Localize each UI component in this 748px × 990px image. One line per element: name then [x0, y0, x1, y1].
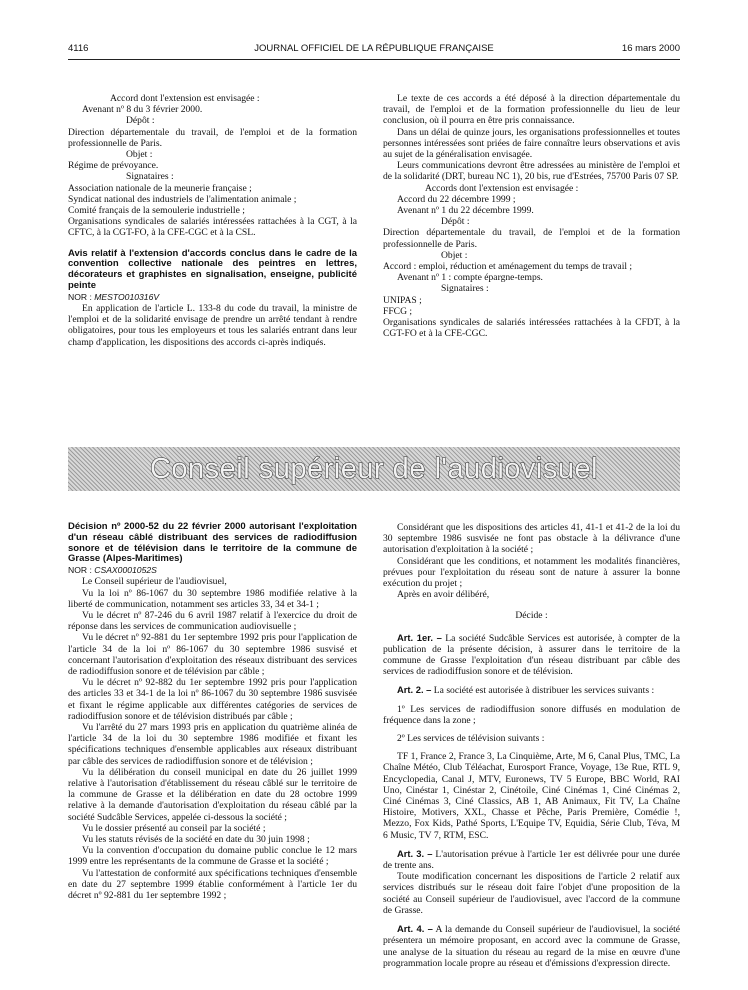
- paragraph: Syndicat national des industriels de l'alimentation animale ;: [68, 193, 297, 205]
- paragraph: Vu la délibération du conseil municipal en date du 26 juillet 1999 relative à l'autorisation d'établissement du réseau câblé sur le territoire de la commune de Grasse et la délibération en date du 28 octobre 1999 relative à la demande d'autorisation d'exploitation du réseau câblé par la société Sudcâble Services, appelée ci-dessous la société ;: [68, 766, 357, 823]
- paragraph: Vu l'arrêté du 27 mars 1993 pris en application du quatrième alinéa de l'article 34 de la loi du 30 septembre 1986 modifiée et fixant les spécifications techniques d'ensemble applicables aux réseaux distribuant par câble des services de radiodiffusion sonore et de télévision ;: [68, 722, 357, 767]
- header-rule: [68, 59, 680, 60]
- paragraph: Vu le décret nº 92-882 du 1er septembre 1992 pris pour l'application des articles 33 et 34-1 de la loi nº 86-1067 du 30 septembre 1986 susvisée et fixant le régime applicable aux différentes catégories de services de radiodiffusion sonore et de télévision distribués par câble ;: [68, 677, 357, 722]
- paragraph: Accord dont l'extension est envisagée :: [110, 93, 260, 104]
- section-title: Conseil supérieur de l'audiovisuel: [149, 452, 599, 485]
- paragraph: Dans un délai de quinze jours, les organisations professionnelles et toutes personnes intéressées sont priées de faire connaître leurs observations et avis au sujet de la généralisation envisagée.: [383, 126, 680, 161]
- paragraph: Vu la convention d'occupation du domaine public conclue le 12 mars 1999 entre les représentants de la commune de Grasse et la société ;: [68, 845, 357, 868]
- paragraph: Organisations syndicales de salariés intéressées rattachées à la CFDT, à la CGT-FO et à la CFE-CGC.: [383, 317, 680, 340]
- paragraph: Signataires :: [126, 171, 174, 183]
- paragraph: Organisations syndicales de salariés intéressées rattachées à la CGT, à la CFTC, à la CGT-FO, à la CFE-CGC et à la CSL.: [68, 216, 357, 239]
- paragraph: Leurs communications devront être adressées au ministère de l'emploi et de la solidarité (DRT, bureau NC 1), 20 bis, rue d'Estrées, 75700 Paris 07 SP.: [383, 160, 680, 183]
- paragraph: Accord : emploi, réduction et aménagement du temps de travail ;: [383, 261, 633, 273]
- journal-title: JOURNAL OFFICIEL DE LA RÉPUBLIQUE FRANÇAISE: [254, 43, 494, 54]
- paragraph: Vu la loi nº 86-1067 du 30 septembre 1986 modifiée relative à la liberté de communication, notamment ses articles 33, 34 et 34-1 ;: [68, 587, 357, 610]
- paragraph: UNIPAS ;: [383, 294, 422, 306]
- paragraph: Après en avoir délibéré,: [397, 589, 490, 601]
- decision-right-column: [383, 522, 680, 969]
- article-1: Art. 1er. – La société Sudcâble Services est autorisée, à compter de la publication de la présente décision, à assurer dans le territoire de la commune de Grasse l'exploitation d'un réseau distribuant par câble des services de radiodiffusion sonore et de télévision.: [383, 631, 680, 678]
- top-right-column: [383, 93, 680, 339]
- paragraph: Avenant nº 1 du 22 décembre 1999.: [397, 205, 534, 217]
- nor-reference: NOR : MESTO010316V: [68, 291, 160, 302]
- paragraph: En application de l'article L. 133-8 du code du travail, la ministre de l'emploi et de la solidarité envisage de prendre un arrêté tendant à rendre obligatoires, pour tous les employeurs et tous les salariés entrant dans leur champ d'application, les dispositions des accords ci-après indiqués.: [68, 303, 357, 348]
- paragraph: Objet :: [126, 149, 153, 161]
- paragraph: Le texte de ces accords a été déposé à la direction départementale du travail, de l'emploi et de la formation professionnelle du lieu de leur conclusion, où il pourra en être pris connaissance.: [383, 93, 680, 127]
- paragraph: Vu le décret nº 92-881 du 1er septembre 1992 pris pour l'application de l'article 34 de la loi nº 86-1067 du 30 septembre 1986 susvisé et concernant l'autorisation d'exploitation des réseaux distribuant des services de radiodiffusion sonore et de télévision par câble ;: [68, 632, 357, 678]
- top-left-column: [68, 93, 357, 348]
- decision-title: Décision nº 2000-52 du 22 février 2000 autorisant l'exploitation d'un réseau câblé distribuant des services de radiodiffusion sonore et de télévision dans le territoire de la commune de Grasse (Alpes-Maritimes): [68, 521, 357, 565]
- article-4: Art. 4. – A la demande du Conseil supérieur de l'audiovisuel, la société présentera un mémoire proposant, en accord avec la commune de Grasse, une analyse de la situation du réseau au regard de la mise en œuvre d'une programmation locale propre au réseau et d'émissions d'expression directe.: [383, 923, 681, 969]
- article-2: Art. 2. – La société est autorisée à distribuer les services suivants :: [397, 684, 655, 697]
- paragraph: Le Conseil supérieur de l'audiovisuel,: [82, 576, 227, 588]
- paragraph: FFCG ;: [383, 305, 413, 317]
- issue-date: 16 mars 2000: [621, 43, 680, 54]
- paragraph: Direction départementale du travail, de l'emploi et de la formation professionnelle de Paris.: [383, 227, 680, 250]
- nor-reference: NOR : CSAX0001052S: [68, 565, 157, 576]
- decision-left-column: [68, 522, 357, 901]
- paragraph: Vu le dossier présenté au conseil par la société ;: [82, 822, 266, 834]
- paragraph: Comité français de la semoulerie industrielle ;: [68, 205, 245, 217]
- paragraph: Dépôt :: [441, 216, 470, 228]
- paragraph: Avenant nº 1 : compte épargne-temps.: [397, 272, 543, 284]
- paragraph: Dépôt :: [126, 115, 155, 127]
- paragraph: Objet :: [441, 249, 468, 261]
- paragraph: Association nationale de la meunerie française ;: [68, 182, 252, 194]
- paragraph: Direction départementale du travail, de l'emploi et de la formation professionnelle de Paris.: [68, 126, 357, 149]
- paragraph: Considérant que les dispositions des articles 41, 41-1 et 41-2 de la loi du 30 septembre 1986 susvisée ne font pas obstacle à la délivrance d'une autorisation d'exploitation à la société ;: [383, 522, 680, 556]
- paragraph: Vu les statuts révisés de la société en date du 30 juin 1998 ;: [82, 834, 310, 846]
- paragraph: Signataires :: [441, 283, 489, 295]
- paragraph: Vu l'attestation de conformité aux spécifications techniques d'ensemble en date du 27 septembre 1999 établie conformément à l'article 1er du décret nº 92-881 du 1er septembre 1992 ;: [68, 867, 357, 902]
- decide-heading: Décide :: [515, 610, 548, 622]
- section-banner: [68, 447, 680, 491]
- paragraph: 2º Les services de télévision suivants :: [397, 733, 545, 745]
- paragraph: Régime de prévoyance.: [68, 160, 159, 172]
- paragraph: Accords dont l'extension est envisagée :: [425, 182, 579, 194]
- paragraph: Vu le décret nº 87-246 du 6 avril 1987 relatif à l'exercice du droit de réponse dans les services de communication audiovisuelle ;: [68, 610, 357, 633]
- paragraph: Toute modification concernant les dispositions de l'article 2 relatif aux services distribués sur le réseau doit faire l'objet d'une proposition de la société au Conseil supérieur de l'audiovisuel, avec l'accord de la commune de Grasse.: [383, 871, 680, 916]
- article-3: Art. 3. – L'autorisation prévue à l'article 1er est délivrée pour une durée de trente ans.: [383, 847, 680, 872]
- paragraph: 1º Les services de radiodiffusion sonore diffusés en modulation de fréquence dans la zone ;: [383, 703, 680, 726]
- page-number: 4116: [68, 43, 89, 54]
- paragraph: Considérant que les conditions, et notamment les modalités financières, prévues pour l'exploitation du réseau sont de nature à assurer la bonne exécution du projet ;: [383, 555, 680, 590]
- paragraph: Avenant nº 8 du 3 février 2000.: [82, 104, 203, 116]
- channel-list: TF 1, France 2, France 3, La Cinquième, Arte, M 6, Canal Plus, TMC, La Chaîne Météo, Club Téléachat, Eurosport France, Voyage, 13e Rue, RTL 9, Encyclopedia, Canal J, MTV, Euronews, TV 5 Europe, BBC World, RAI Uno, Cinéstar 1, Cinéstar 2, Cinétoile, Ciné Cinémas 1, Ciné Cinémas 2, Ciné Cinémas 3, Ciné Classics, AB 1, AB Animaux, Fit TV, La Chaîne Histoire, Motivers, XXL, Chasse et Pêche, Paris Première, Comédie !, Mezzo, Fox Kids, Pathé Sports, L'Equipe TV, Equidia, Série Club, Téva, M 6 Music, TV 7, RTM, ESC.: [383, 751, 680, 841]
- paragraph: Accord du 22 décembre 1999 ;: [397, 193, 516, 205]
- running-header: [68, 43, 680, 57]
- notice-title: Avis relatif à l'extension d'accords conclus dans le cadre de la convention collective nationale des peintres en lettres, décorateurs et graphistes en signalisation, enseigne, publicité peinte: [68, 247, 357, 292]
